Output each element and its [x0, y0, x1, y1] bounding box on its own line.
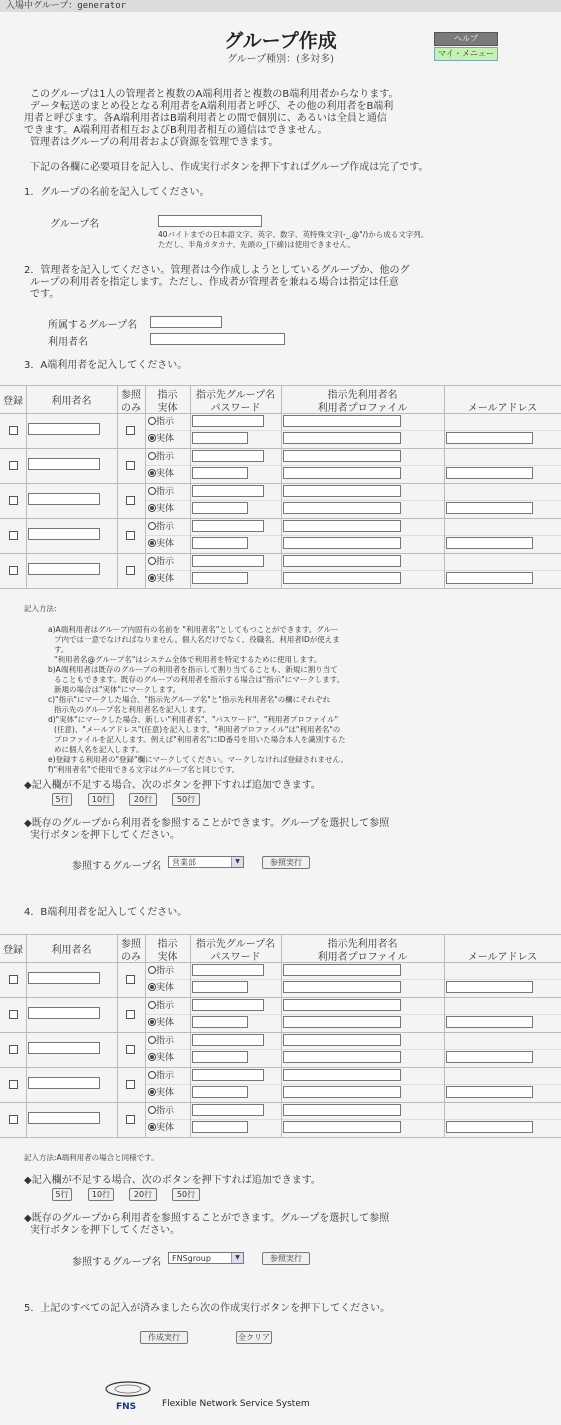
a-table-row3-indirect-radio[interactable]	[148, 487, 156, 495]
a-table-row4-indirect-label: 指示	[156, 522, 175, 532]
a-table-row5-user-name-input[interactable]	[28, 563, 100, 575]
step1-heading: 1．グループの名前を記入してください。	[24, 187, 210, 198]
step2-line-3: です。	[30, 289, 60, 300]
help-button[interactable]: ヘルプ	[434, 32, 498, 46]
b-table-row3-password-input[interactable]	[192, 1051, 248, 1063]
a-table-row4-user-name-input[interactable]	[28, 528, 100, 540]
notes-a-line-6: ることもできます。既存のグループの利用者を指示する場合は"指示"にマークします。	[54, 675, 345, 684]
notes-a-line-7: 新規の場合は"実体"にマークします。	[54, 685, 181, 694]
b-table-row3-entity-radio[interactable]	[148, 1053, 156, 1061]
b-table-row2-target-user-input[interactable]	[283, 999, 401, 1011]
a-table-row1-entity-label: 実体	[156, 434, 175, 444]
ref-group-a-line-1: ◆既存のグループから利用者を参照することができます。グループを選択して参照	[24, 818, 390, 829]
group-name-note-2: ただし、半角カタカナ、先頭の_(下線)は使用できません。	[158, 240, 356, 249]
b-table-row3-indirect-label: 指示	[156, 1036, 175, 1046]
admin-group-input[interactable]	[150, 316, 222, 328]
notes-a-line-4: "利用者名@グループ名"はシステム全体で利用者を特定するために使用します。	[54, 655, 322, 664]
b-table-row2-indirect-radio[interactable]	[148, 1001, 156, 1009]
notes-a-line-12: プロファイルを記入します。例えば"利用者名"にID番号を用いた場合本人を識別するた	[54, 735, 346, 744]
b-table-row2-entity-label: 実体	[156, 1018, 175, 1028]
b-table-col-register: 登録	[3, 945, 23, 956]
b-table-col-mail: メールアドレス	[467, 952, 538, 963]
ref-group-b-selected: FNSgroup	[172, 1254, 211, 1263]
intro-line-4: できます。A端利用者相互およびB利用者相互の通信はできません。	[24, 125, 328, 136]
a-table-col-register: 登録	[3, 396, 23, 407]
b-table-row1-entity-radio[interactable]	[148, 983, 156, 991]
step2-line-2: ループの利用者を指定します。ただし、作成者が管理者を兼ねる場合は指定は任意	[30, 277, 399, 288]
b-table-col-entity: 実体	[157, 952, 178, 963]
a-table-row2-password-input[interactable]	[192, 467, 248, 479]
a-table-row4-mail-input[interactable]	[446, 537, 533, 549]
b-table-row5-indirect-radio[interactable]	[148, 1106, 156, 1114]
my-menu-button[interactable]: マイ・メニュー	[434, 47, 498, 61]
a-table-row5-password-input[interactable]	[192, 572, 248, 584]
intro-line-1: このグループは1人の管理者と複数のA端利用者と複数のB端利用者からなります。	[30, 89, 399, 100]
a-table-row5-profile-input[interactable]	[283, 572, 401, 584]
ref-group-a-select[interactable]	[168, 856, 244, 868]
admin-user-label: 利用者名	[48, 337, 88, 348]
b-table-row1-register-checkbox[interactable]	[9, 975, 18, 984]
b-table-col-ref-only: のみ	[121, 952, 141, 963]
ref-group-a-selected: 営業部	[172, 858, 196, 867]
add-50-rows-button-b[interactable]: 50行	[172, 1188, 200, 1201]
notes-a-line-10: d)"実体"にマークした場合、新しい"利用者名"、"パスワード"、"利用者プロファイル"	[48, 715, 339, 724]
notes-a-line-9: 指示先のグループ名と利用者名を記入します。	[54, 705, 211, 714]
a-table-row5-ref-only-checkbox[interactable]	[126, 566, 135, 575]
a-table-row2-register-checkbox[interactable]	[9, 461, 18, 470]
b-table-row2-user-name-input[interactable]	[28, 1007, 100, 1019]
notes-a-line-1: a)A端利用者はグループ内固有の名前を "利用者名"としてもつことができます。グルー	[48, 625, 339, 634]
a-table-col-mail: メールアドレス	[467, 403, 538, 414]
a-table-col-ref: 参照	[121, 390, 141, 401]
b-table-row1-password-input[interactable]	[192, 981, 248, 993]
ref-group-a-line-2: 実行ボタンを押下してください。	[30, 830, 180, 841]
chevron-down-icon: ▼	[231, 857, 243, 867]
step5-heading: 5．上記のすべての記入が済みましたら次の作成実行ボタンを押下してください。	[24, 1303, 391, 1314]
a-table-row5-entity-radio[interactable]	[148, 574, 156, 582]
a-table-row1-indirect-radio[interactable]	[148, 417, 156, 425]
a-table-row3-entity-label: 実体	[156, 504, 175, 514]
a-table-col-target-user: 指示先利用者名	[327, 390, 398, 401]
intro-line-5: 管理者はグループの利用者および資源を管理できます。	[30, 137, 279, 148]
b-table-row3-target-user-input[interactable]	[283, 1034, 401, 1046]
b-table-row2-register-checkbox[interactable]	[9, 1010, 18, 1019]
b-table-row1-indirect-radio[interactable]	[148, 966, 156, 974]
notes-b: 記入方法:A端利用者の場合と同様です。	[24, 1153, 159, 1162]
admin-group-label: 所属するグループ名	[48, 320, 138, 331]
b-table-row1-indirect-label: 指示	[156, 966, 175, 976]
intro-line-3: 用者と呼びます。各A端利用者はB端利用者との間で個別に、あるいは全員と通信	[24, 113, 387, 124]
a-table-col-password: パスワード	[210, 403, 261, 414]
a-table-col-target-group: 指示先グループ名	[195, 390, 276, 401]
a-table-row1-entity-radio[interactable]	[148, 434, 156, 442]
a-table-row3-ref-only-checkbox[interactable]	[126, 496, 135, 505]
add-10-rows-button-b[interactable]: 10行	[88, 1188, 114, 1201]
page-title: グループ作成	[224, 30, 337, 52]
add-5-rows-button-b[interactable]: 5行	[52, 1188, 72, 1201]
b-table-row2-mail-input[interactable]	[446, 1016, 533, 1028]
a-table-row4-profile-input[interactable]	[283, 537, 401, 549]
notes-a-line-8: c)"指示"にマークした場合、"指示先グループ名"と"指示先利用者名"の欄にそれぞれ	[48, 695, 331, 704]
b-table-row1-target-group-input[interactable]	[192, 964, 264, 976]
a-table-row1-profile-input[interactable]	[283, 432, 401, 444]
a-table-row3-indirect-label: 指示	[156, 487, 175, 497]
b-table-col-target-user: 指示先利用者名	[327, 939, 398, 950]
b-table-row2-password-input[interactable]	[192, 1016, 248, 1028]
intro-line-6: 下記の各欄に必要項目を記入し、作成実行ボタンを押下すればグループ作成は完了です。	[30, 162, 429, 173]
b-table-row4-target-group-input[interactable]	[192, 1069, 264, 1081]
a-table-row5-indirect-radio[interactable]	[148, 557, 156, 565]
b-table-row4-target-user-input[interactable]	[283, 1069, 401, 1081]
a-table-col-entity: 実体	[157, 403, 178, 414]
b-table-row5-entity-radio[interactable]	[148, 1123, 156, 1131]
fns-logo-text: FNS	[116, 1402, 137, 1412]
b-table-row4-indirect-label: 指示	[156, 1071, 175, 1081]
b-table-col-password: パスワード	[210, 952, 261, 963]
a-table-row3-profile-input[interactable]	[283, 502, 401, 514]
a-table-row2-mail-input[interactable]	[446, 467, 533, 479]
ref-execute-button-b[interactable]: 参照実行	[262, 1252, 310, 1265]
b-table-row5-mail-input[interactable]	[446, 1121, 533, 1133]
a-table-row2-profile-input[interactable]	[283, 467, 401, 479]
b-table-col-user: 利用者名	[51, 945, 92, 956]
b-table-row5-ref-only-checkbox[interactable]	[126, 1115, 135, 1124]
a-table-row3-user-name-input[interactable]	[28, 493, 100, 505]
a-table-row3-target-user-input[interactable]	[283, 485, 401, 497]
ref-group-a-label: 参照するグループ名	[72, 861, 162, 872]
add-5-rows-button-a[interactable]: 5行	[52, 793, 72, 806]
ref-group-b-line-2: 実行ボタンを押下してください。	[30, 1225, 180, 1236]
group-type-subtitle: グループ種別：(多対多)	[226, 54, 334, 65]
notes-a-line-3: す。	[54, 645, 69, 654]
system-name: Flexible Network Service System	[162, 1399, 310, 1409]
notes-a-line-2: プ内では一意でなければなりません。個人名だけでなく、役職名、利用者IDが使えま	[54, 635, 340, 644]
a-table-row3-register-checkbox[interactable]	[9, 496, 18, 505]
b-table-row5-indirect-label: 指示	[156, 1106, 175, 1116]
step3-heading: 3．A端利用者を記入してください。	[24, 360, 188, 371]
b-table-row2-indirect-label: 指示	[156, 1001, 175, 1011]
b-table-row3-ref-only-checkbox[interactable]	[126, 1045, 135, 1054]
b-table-row5-user-name-input[interactable]	[28, 1112, 100, 1124]
a-table-row1-mail-input[interactable]	[446, 432, 533, 444]
b-table-row3-entity-label: 実体	[156, 1053, 175, 1063]
b-table-col-ref: 参照	[121, 939, 141, 950]
a-table-row5-indirect-label: 指示	[156, 557, 175, 567]
a-table-row4-ref-only-checkbox[interactable]	[126, 531, 135, 540]
a-table-row4-entity-radio[interactable]	[148, 539, 156, 547]
b-table-row1-target-user-input[interactable]	[283, 964, 401, 976]
step4-heading: 4．B端利用者を記入してください。	[24, 907, 188, 918]
notes-a-line-15: f)"利用者名"で使用できる文字はグループ名と同じです。	[48, 765, 240, 774]
a-table-col-ref-only: のみ	[121, 403, 141, 414]
b-table-row4-entity-radio[interactable]	[148, 1088, 156, 1096]
admin-user-input[interactable]	[150, 333, 285, 345]
b-table-row1-entity-label: 実体	[156, 983, 175, 993]
b-table-row3-mail-input[interactable]	[446, 1051, 533, 1063]
b-table-row1-ref-only-checkbox[interactable]	[126, 975, 135, 984]
a-table-row4-register-checkbox[interactable]	[9, 531, 18, 540]
a-table-row1-user-name-input[interactable]	[28, 423, 100, 435]
intro-line-2: データ転送のまとめ役となる利用者をA端利用者と呼び、その他の利用者をB端利	[30, 101, 394, 112]
add-rows-text-b: ◆記入欄が不足する場合、次のボタンを押下すれば追加できます。	[24, 1175, 321, 1186]
b-table-row3-register-checkbox[interactable]	[9, 1045, 18, 1054]
ref-execute-button-a[interactable]: 参照実行	[262, 856, 310, 869]
a-table-row5-entity-label: 実体	[156, 574, 175, 584]
ref-group-b-select[interactable]	[168, 1252, 244, 1264]
b-table-row1-profile-input[interactable]	[283, 981, 401, 993]
b-table-col-profile: 利用者プロファイル	[317, 952, 408, 963]
a-table-col-mode: 指示	[157, 390, 178, 401]
b-table-row2-entity-radio[interactable]	[148, 1018, 156, 1026]
a-table-row5-mail-input[interactable]	[446, 572, 533, 584]
a-table-row4-password-input[interactable]	[192, 537, 248, 549]
add-rows-text-a: ◆記入欄が不足する場合、次のボタンを押下すれば追加できます。	[24, 780, 321, 791]
b-table-row3-user-name-input[interactable]	[28, 1042, 100, 1054]
b-table-row2-target-group-input[interactable]	[192, 999, 264, 1011]
b-table-row4-register-checkbox[interactable]	[9, 1080, 18, 1089]
entered-group-bar: 入場中グループ：generator	[0, 0, 561, 12]
b-table-row5-password-input[interactable]	[192, 1121, 248, 1133]
a-table-row1-indirect-label: 指示	[156, 417, 175, 427]
b-table-row3-target-group-input[interactable]	[192, 1034, 264, 1046]
clear-all-button[interactable]: 全クリア	[238, 1333, 270, 1342]
notes-a-line-5: b)A端利用者は既存のグループの利用者を指示して割り当てることも、新規に割り当て	[48, 665, 338, 674]
b-table-row5-target-user-input[interactable]	[283, 1104, 401, 1116]
a-table-row2-target-user-input[interactable]	[283, 450, 401, 462]
a-table-row2-user-name-input[interactable]	[28, 458, 100, 470]
a-table-row2-indirect-label: 指示	[156, 452, 175, 462]
add-20-rows-button-b[interactable]: 20行	[129, 1188, 157, 1201]
add-50-rows-button-a[interactable]: 50行	[172, 793, 200, 806]
a-table-row2-indirect-radio[interactable]	[148, 452, 156, 460]
a-table-row5-target-group-input[interactable]	[192, 555, 264, 567]
add-10-rows-button-a[interactable]: 10行	[88, 793, 114, 806]
b-table-row1-mail-input[interactable]	[446, 981, 533, 993]
a-table-row4-target-group-input[interactable]	[192, 520, 264, 532]
b-table-row4-ref-only-checkbox[interactable]	[126, 1080, 135, 1089]
a-table-row1-target-user-input[interactable]	[283, 415, 401, 427]
a-table-row1-target-group-input[interactable]	[192, 415, 264, 427]
b-table-row4-profile-input[interactable]	[283, 1086, 401, 1098]
b-table-row5-target-group-input[interactable]	[192, 1104, 264, 1116]
b-table-col-mode: 指示	[157, 939, 178, 950]
a-table-row3-mail-input[interactable]	[446, 502, 533, 514]
a-table-row3-password-input[interactable]	[192, 502, 248, 514]
a-table-col-user: 利用者名	[51, 396, 92, 407]
a-table-row2-target-group-input[interactable]	[192, 450, 264, 462]
add-20-rows-button-a[interactable]: 20行	[129, 793, 157, 806]
ref-group-b-label: 参照するグループ名	[72, 1257, 162, 1268]
step2-line-1: 2．管理者を記入してください。管理者は今作成しようとしているグループか、他のグ	[24, 265, 410, 276]
b-table-row1-user-name-input[interactable]	[28, 972, 100, 984]
b-table-row4-user-name-input[interactable]	[28, 1077, 100, 1089]
group-name-input[interactable]	[158, 215, 262, 227]
a-table-row4-entity-label: 実体	[156, 539, 175, 549]
chevron-down-icon: ▼	[231, 1253, 243, 1263]
a-table-row3-entity-radio[interactable]	[148, 504, 156, 512]
ref-group-b-line-1: ◆既存のグループから利用者を参照することができます。グループを選択して参照	[24, 1213, 390, 1224]
b-table-col-target-group: 指示先グループ名	[195, 939, 276, 950]
b-table-row5-register-checkbox[interactable]	[9, 1115, 18, 1124]
b-table-row2-profile-input[interactable]	[283, 1016, 401, 1028]
b-table-row4-indirect-radio[interactable]	[148, 1071, 156, 1079]
notes-a-line-13: めに個人名を記入します。	[54, 745, 144, 754]
a-table-row2-entity-label: 実体	[156, 469, 175, 479]
notes-a-title: 記入方法:	[24, 604, 57, 613]
group-name-note-1: 40バイトまでの日本語文字、英字、数字、英特殊文字(-_.@"/)から成る文字列。	[158, 230, 429, 239]
a-table-row2-entity-radio[interactable]	[148, 469, 156, 477]
a-table-row5-target-user-input[interactable]	[283, 555, 401, 567]
a-table-row4-target-user-input[interactable]	[283, 520, 401, 532]
a-table-row1-register-checkbox[interactable]	[9, 426, 18, 435]
b-table-row4-mail-input[interactable]	[446, 1086, 533, 1098]
notes-a-line-14: e)登録する利用者の"登録"欄にマークしてください。マークしなければ登録されません。	[48, 755, 348, 764]
b-table-row5-entity-label: 実体	[156, 1123, 175, 1133]
b-table-row3-profile-input[interactable]	[283, 1051, 401, 1063]
b-table-row2-ref-only-checkbox[interactable]	[126, 1010, 135, 1019]
b-table-row4-entity-label: 実体	[156, 1088, 175, 1098]
group-name-label: グループ名	[50, 219, 100, 230]
fns-logo	[104, 1378, 154, 1412]
b-table-row3-indirect-radio[interactable]	[148, 1036, 156, 1044]
a-table-row5-register-checkbox[interactable]	[9, 566, 18, 575]
a-table-row1-ref-only-checkbox[interactable]	[126, 426, 135, 435]
a-table-row3-target-group-input[interactable]	[192, 485, 264, 497]
a-table-row4-indirect-radio[interactable]	[148, 522, 156, 530]
b-table-row4-password-input[interactable]	[192, 1086, 248, 1098]
a-table-row2-ref-only-checkbox[interactable]	[126, 461, 135, 470]
b-table-row5-profile-input[interactable]	[283, 1121, 401, 1133]
a-table-col-profile: 利用者プロファイル	[317, 403, 408, 414]
a-table-row1-password-input[interactable]	[192, 432, 248, 444]
create-execute-button[interactable]: 作成実行	[140, 1331, 188, 1344]
notes-a-line-11: (任意)、"メールアドレス"(任意)を記入します。"利用者プロファイル"は"利用者名"の	[54, 725, 341, 734]
